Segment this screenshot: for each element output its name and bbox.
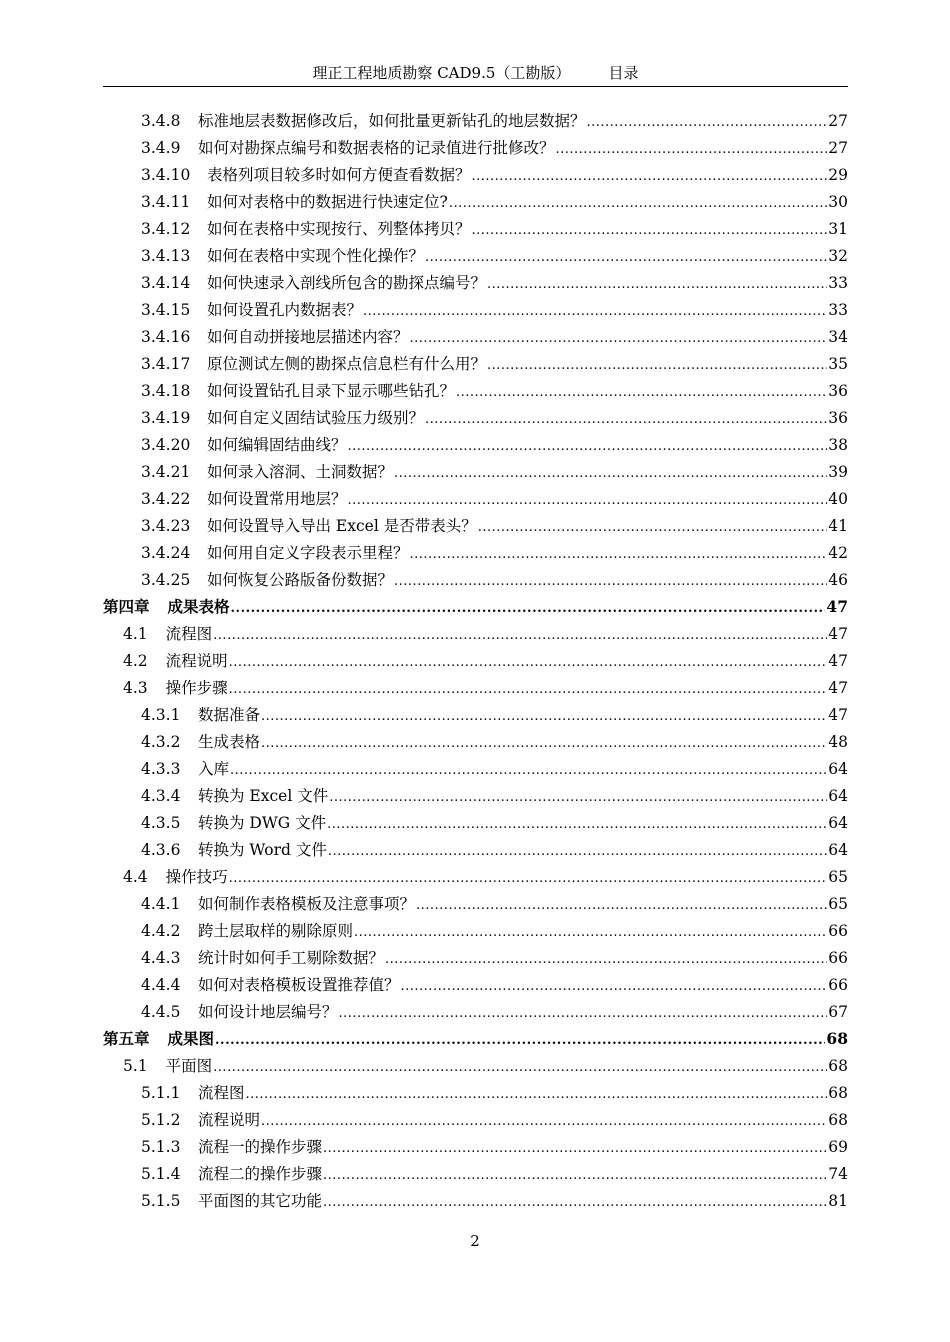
toc-entry-page: 68 — [828, 1057, 848, 1075]
toc-entry-title: 如何制作表格模板及注意事项？ — [198, 895, 416, 913]
toc-leader-dots — [587, 115, 828, 131]
toc-entry-title: 如何录入溶洞、土洞数据？ — [207, 463, 394, 481]
toc-entry-page: 65 — [828, 895, 848, 913]
toc-entry-row[interactable] — [141, 914, 848, 941]
toc-entry-title: 如何用自定义字段表示里程？ — [207, 544, 409, 562]
toc-entry-page: 42 — [828, 544, 848, 562]
toc-entry-title: 如何编辑固结曲线？ — [207, 436, 347, 454]
toc-entry-title: 如何在表格中实现按行、列整体拷贝？ — [207, 220, 471, 238]
toc-entry-row[interactable] — [141, 293, 848, 320]
toc-entry-title: 流程二的操作步骤 — [198, 1165, 323, 1183]
header-section: 目录 — [608, 64, 639, 82]
page-number: 2 — [470, 1232, 480, 1250]
toc-entry-page: 69 — [828, 1138, 848, 1156]
toc-entry-title: 流程图 — [198, 1084, 245, 1102]
header-text — [103, 63, 848, 83]
toc-entry-row[interactable] — [123, 617, 848, 644]
toc-entry-page: 47 — [828, 706, 848, 724]
toc-entry-page: 66 — [828, 949, 848, 967]
toc-entry-row[interactable] — [141, 698, 848, 725]
toc-entry-page: 48 — [828, 733, 848, 751]
toc-entry-number: 3.4.17 — [141, 355, 191, 373]
toc-leader-dots — [215, 1033, 825, 1049]
toc-leader-dots — [348, 493, 828, 509]
toc-entry-title: 流程说明 — [198, 1111, 261, 1129]
toc-entry-title: 表格列项目较多时如何方便查看数据？ — [207, 166, 471, 184]
toc-entry-row[interactable] — [123, 671, 848, 698]
toc-leader-dots — [363, 304, 827, 320]
toc-entry-row[interactable] — [141, 347, 848, 374]
toc-entry-page: 34 — [828, 328, 848, 346]
toc-entry-page: 64 — [828, 787, 848, 805]
toc-entry-page: 64 — [828, 841, 848, 859]
toc-leader-dots — [327, 817, 827, 833]
toc-entry-title: 如何设置常用地层？ — [207, 490, 347, 508]
toc-entry-page: 68 — [826, 1029, 848, 1048]
toc-chapter-row[interactable] — [103, 1022, 848, 1049]
page-header — [103, 62, 848, 87]
toc-entry-row[interactable] — [141, 428, 848, 455]
toc-entry-page: 47 — [828, 652, 848, 670]
toc-leader-dots — [261, 709, 827, 725]
toc-entry-number: 3.4.21 — [141, 463, 191, 481]
toc-leader-dots — [425, 250, 827, 266]
toc-entry-page: 64 — [828, 760, 848, 778]
toc-entry-page: 68 — [828, 1084, 848, 1102]
toc-entry-number: 4.3.2 — [141, 733, 181, 751]
toc-entry-page: 31 — [828, 220, 848, 238]
toc-entry-page: 67 — [828, 1003, 848, 1021]
toc-entry-row[interactable] — [141, 374, 848, 401]
toc-entry-number: 4.3.3 — [141, 760, 181, 778]
toc-entry-row[interactable] — [141, 995, 848, 1022]
toc-entry-number: 3.4.9 — [141, 139, 181, 157]
toc-entry-title: 操作技巧 — [165, 868, 228, 886]
toc-entry-number: 3.4.13 — [141, 247, 191, 265]
toc-entry-number: 4.4 — [123, 868, 148, 886]
toc-entry-title: 成果表格 — [167, 597, 230, 616]
toc-entry-row[interactable] — [141, 185, 848, 212]
toc-entry-row[interactable] — [141, 320, 848, 347]
toc-entry-row[interactable] — [141, 509, 848, 536]
toc-entry-row[interactable] — [141, 968, 848, 995]
toc-entry-page: 32 — [828, 247, 848, 265]
toc-entry-number: 第五章 — [103, 1029, 150, 1048]
toc-entry-number: 3.4.14 — [141, 274, 191, 292]
toc-entry-number: 4.4.2 — [141, 922, 181, 940]
toc-leader-dots — [229, 871, 828, 887]
toc-entry-number: 5.1.2 — [141, 1111, 181, 1129]
toc-entry-title: 如何对勘探点编号和数据表格的记录值进行批修改？ — [198, 139, 555, 157]
toc-entry-title: 转换为 Word 文件 — [198, 841, 327, 859]
toc-entry-page: 81 — [828, 1192, 848, 1210]
toc-entry-title: 原位测试左侧的勘探点信息栏有什么用？ — [207, 355, 487, 373]
toc-entry-number: 5.1.4 — [141, 1165, 181, 1183]
toc-leader-dots — [246, 1087, 828, 1103]
toc-leader-dots — [323, 1141, 827, 1157]
toc-entry-page: 47 — [828, 625, 848, 643]
toc-entry-row[interactable] — [123, 644, 848, 671]
toc-leader-dots — [329, 790, 827, 806]
toc-entry-number: 第四章 — [103, 597, 150, 616]
toc-entry-number: 4.4.5 — [141, 1003, 181, 1021]
toc-entry-title: 流程图 — [165, 625, 213, 643]
toc-leader-dots — [261, 736, 827, 752]
toc-entry-number: 3.4.25 — [141, 571, 191, 589]
toc-entry-page: 74 — [828, 1165, 848, 1183]
toc-entry-title: 如何设计地层编号？ — [198, 1003, 338, 1021]
toc-entry-row[interactable] — [141, 266, 848, 293]
toc-entry-number: 4.3.1 — [141, 706, 181, 724]
toc-entry-number: 4.3.4 — [141, 787, 181, 805]
toc-entry-row[interactable] — [141, 212, 848, 239]
toc-entry-title: 统计时如何手工剔除数据？ — [198, 949, 385, 967]
toc-entry-title: 如何对表格模板设置推荐值？ — [198, 976, 400, 994]
toc-entry-page: 33 — [828, 301, 848, 319]
toc-entry-row[interactable] — [123, 860, 848, 887]
toc-leader-dots — [487, 358, 827, 374]
toc-entry-page: 66 — [828, 976, 848, 994]
toc-entry-page: 27 — [828, 139, 848, 157]
toc-entry-page: 30 — [828, 193, 848, 211]
toc-entry-title: 转换为 DWG 文件 — [198, 814, 327, 832]
toc-leader-dots — [261, 1114, 827, 1130]
toc-entry-title: 跨土层取样的剔除原则 — [198, 922, 354, 940]
toc-entry-row[interactable] — [141, 833, 848, 860]
toc-chapter-row[interactable] — [103, 590, 848, 617]
toc-entry-row[interactable] — [141, 239, 848, 266]
toc-entry-number: 3.4.10 — [141, 166, 191, 184]
toc-entry-row[interactable] — [123, 1049, 848, 1076]
toc-entry-title: 数据准备 — [198, 706, 261, 724]
toc-entry-page: 35 — [828, 355, 848, 373]
toc-leader-dots — [229, 655, 828, 671]
toc-entry-page: 47 — [828, 679, 848, 697]
toc-entry-title: 标准地层表数据修改后，如何批量更新钻孔的地层数据？ — [198, 112, 586, 130]
toc-entry-row[interactable] — [141, 1184, 848, 1211]
toc-entry-row[interactable] — [141, 1157, 848, 1184]
toc-entry-number: 4.4.3 — [141, 949, 181, 967]
toc-leader-dots — [323, 1195, 827, 1211]
toc-entry-title: 如何对表格中的数据进行快速定位? — [207, 193, 448, 211]
toc-leader-dots — [229, 682, 828, 698]
toc-entry-row[interactable] — [141, 887, 848, 914]
toc-entry-row[interactable] — [141, 482, 848, 509]
toc-leader-dots — [472, 169, 828, 185]
toc-leader-dots — [348, 439, 828, 455]
toc-entry-title: 转换为 Excel 文件 — [198, 787, 329, 805]
toc-entry-row[interactable] — [141, 536, 848, 563]
toc-leader-dots — [230, 763, 827, 779]
toc-entry-row[interactable] — [141, 158, 848, 185]
toc-entry-row[interactable] — [141, 131, 848, 158]
toc-entry-number: 4.4.4 — [141, 976, 181, 994]
toc-leader-dots — [410, 331, 828, 347]
toc-leader-dots — [231, 601, 826, 617]
toc-entry-row[interactable] — [141, 806, 848, 833]
toc-entry-number: 3.4.16 — [141, 328, 191, 346]
toc-entry-page: 36 — [828, 382, 848, 400]
toc-entry-number: 3.4.24 — [141, 544, 191, 562]
toc-entry-page: 38 — [828, 436, 848, 454]
toc-entry-row[interactable] — [141, 752, 848, 779]
toc-entry-title: 如何设置孔内数据表？ — [207, 301, 363, 319]
toc-entry-page: 27 — [828, 112, 848, 130]
toc-entry-number: 5.1.3 — [141, 1138, 181, 1156]
toc-entry-number: 5.1 — [123, 1057, 148, 1075]
toc-entry-title: 流程一的操作步骤 — [198, 1138, 323, 1156]
toc-entry-number: 3.4.23 — [141, 517, 191, 535]
toc-entry-page: 64 — [828, 814, 848, 832]
toc-entry-page: 33 — [828, 274, 848, 292]
toc-leader-dots — [410, 547, 828, 563]
toc-entry-row[interactable] — [141, 455, 848, 482]
toc-leader-dots — [472, 223, 828, 239]
toc-entry-page: 65 — [828, 868, 848, 886]
toc-entry-row[interactable] — [141, 941, 848, 968]
toc-entry-row[interactable] — [141, 1076, 848, 1103]
toc-entry-title: 生成表格 — [198, 733, 261, 751]
toc-entry-number: 5.1.1 — [141, 1084, 181, 1102]
toc-entry-number: 4.3.6 — [141, 841, 181, 859]
toc-leader-dots — [339, 1006, 828, 1022]
toc-entry-title: 如何设置钻孔目录下显示哪些钻孔？ — [207, 382, 456, 400]
toc-entry-page: 66 — [828, 922, 848, 940]
header-title: 理正工程地质勘察 CAD9.5（工勘版） — [312, 64, 571, 82]
toc-entry-number: 3.4.11 — [141, 193, 191, 211]
toc-entry-page: 47 — [826, 597, 848, 616]
toc-entry-title: 如何在表格中实现个性化操作？ — [207, 247, 425, 265]
toc-entry-title: 操作步骤 — [165, 679, 228, 697]
toc-entry-row[interactable] — [141, 401, 848, 428]
toc-entry-row[interactable] — [141, 104, 848, 131]
toc-entry-number: 3.4.18 — [141, 382, 191, 400]
toc-entry-number: 3.4.15 — [141, 301, 191, 319]
toc-entry-page: 29 — [828, 166, 848, 184]
toc-leader-dots — [556, 142, 828, 158]
toc-entry-title: 成果图 — [167, 1029, 215, 1048]
toc-entry-number: 4.3.5 — [141, 814, 181, 832]
toc-entry-number: 4.2 — [123, 652, 148, 670]
toc-entry-page: 41 — [828, 517, 848, 535]
toc-leader-dots — [385, 952, 827, 968]
toc-entry-page: 68 — [828, 1111, 848, 1129]
toc-entry-page: 46 — [828, 571, 848, 589]
toc-entry-number: 5.1.5 — [141, 1192, 181, 1210]
toc-entry-number: 3.4.8 — [141, 112, 181, 130]
toc-entry-page: 39 — [828, 463, 848, 481]
toc-entry-title: 流程说明 — [165, 652, 228, 670]
toc-entry-number: 4.4.1 — [141, 895, 181, 913]
toc-entry-number: 3.4.19 — [141, 409, 191, 427]
toc-entry-title: 如何设置导入导出 Excel 是否带表头？ — [207, 517, 477, 535]
toc-entry-number: 3.4.12 — [141, 220, 191, 238]
toc-leader-dots — [354, 925, 827, 941]
toc-entry-title: 如何自动拼接地层描述内容？ — [207, 328, 409, 346]
toc-entry-title: 入库 — [198, 760, 230, 778]
toc-entry-number: 4.1 — [123, 625, 148, 643]
toc-entry-title: 如何自定义固结试验压力级别？ — [207, 409, 425, 427]
toc-entry-title: 如何快速录入剖线所包含的勘探点编号？ — [207, 274, 487, 292]
toc-leader-dots — [394, 466, 827, 482]
toc-entry-title: 平面图的其它功能 — [198, 1192, 323, 1210]
toc-entry-row[interactable] — [141, 1130, 848, 1157]
toc-leader-dots — [328, 844, 827, 860]
toc-entry-row[interactable] — [141, 725, 848, 752]
toc-entry-page: 40 — [828, 490, 848, 508]
toc-leader-dots — [416, 898, 827, 914]
toc-leader-dots — [213, 628, 827, 644]
toc-entry-row[interactable] — [141, 779, 848, 806]
toc-leader-dots — [323, 1168, 827, 1184]
toc-leader-dots — [449, 196, 827, 212]
toc-entry-number: 4.3 — [123, 679, 148, 697]
toc-leader-dots — [394, 574, 827, 590]
toc-entry-number: 3.4.20 — [141, 436, 191, 454]
toc-leader-dots — [213, 1060, 827, 1076]
toc-entry-title: 如何恢复公路版备份数据？ — [207, 571, 394, 589]
toc-leader-dots — [487, 277, 827, 293]
toc-entry-row[interactable] — [141, 563, 848, 590]
toc-leader-dots — [478, 520, 828, 536]
toc-entry-title: 平面图 — [165, 1057, 213, 1075]
toc-entry-number: 3.4.22 — [141, 490, 191, 508]
toc-leader-dots — [401, 979, 828, 995]
toc-leader-dots — [425, 412, 827, 428]
toc-entry-page: 36 — [828, 409, 848, 427]
toc-entry-row[interactable] — [141, 1103, 848, 1130]
toc-leader-dots — [456, 385, 827, 401]
